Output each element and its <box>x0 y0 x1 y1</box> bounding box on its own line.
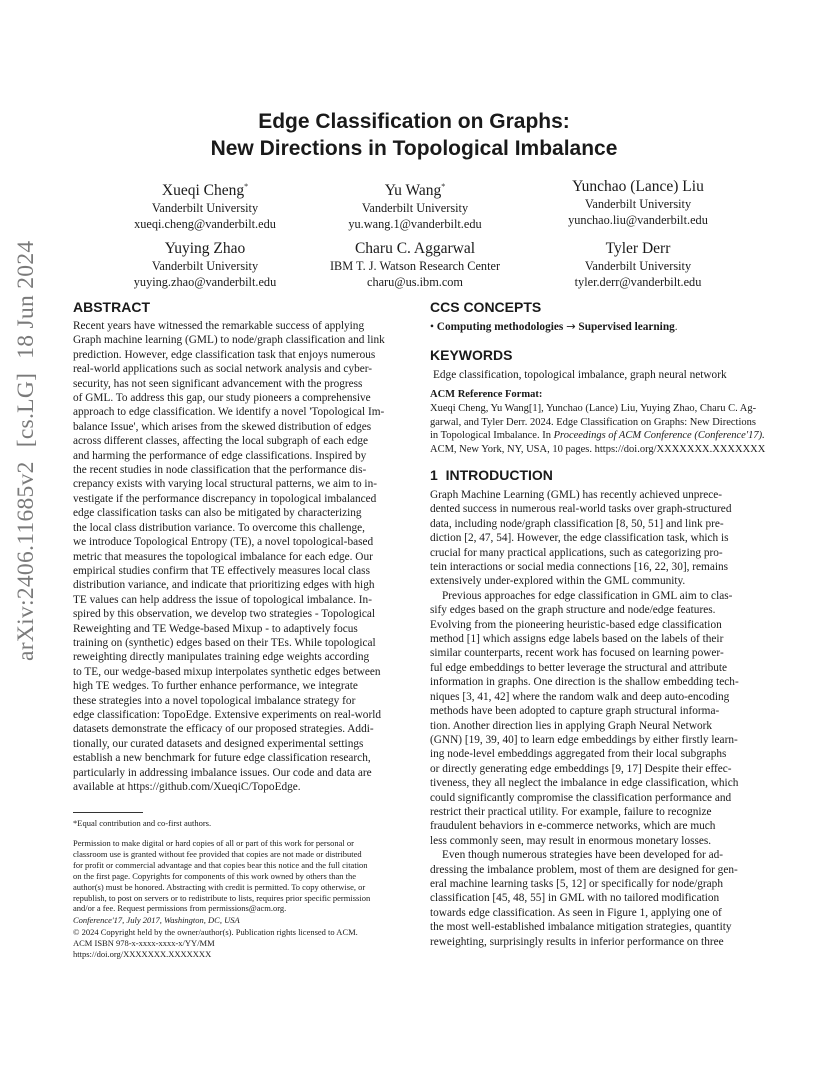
abstract-body <box>73 319 401 794</box>
arxiv-category: [cs.LG] <box>13 372 39 448</box>
permission-line: author(s) must be honored. Abstracting with credit is permitted. To copy otherwise, or <box>73 881 366 892</box>
abstract-line: of GML. To address this gap, our study pioneers a comprehensive <box>73 392 371 405</box>
abstract-line: balance Issue', which arises from the skewed distribution of edges <box>73 420 372 433</box>
introduction-line: (GNN) [19, 39, 40] to learn edge embeddings by either firstly learn- <box>430 733 738 746</box>
abstract-line: metric that measures the topological imbalance for each edge. Our <box>73 550 373 563</box>
introduction-line: sify edges based on the graph structure and node/edge features. <box>430 604 716 617</box>
permission-line: republish, to post on servers or to redistribute to lists, requires prior specific permission <box>73 892 371 903</box>
abstract-line: real-world applications such as social network analysis and cyber- <box>73 363 373 376</box>
acm-ref-line: Xueqi Cheng, Yu Wang[1], Yunchao (Lance) Liu, Yuying Zhao, Charu C. Ag- <box>430 403 757 414</box>
author-email[interactable]: yu.wang.1@vanderbilt.edu <box>348 217 482 232</box>
author-block <box>300 177 530 232</box>
title-line-1: Edge Classification on Graphs: <box>258 110 570 133</box>
abstract-line: edge classification: TopoEdge. Extensive experiments on real-world <box>73 708 381 721</box>
abstract-line: edge classification tasks can also be mitigated by characterizing <box>73 507 362 520</box>
copyright: © 2024 Copyright held by the owner/author(s). Publication rights licensed to ACM. <box>73 927 358 937</box>
author-affiliation: Vanderbilt University <box>584 259 692 273</box>
introduction-line: method [1] which assigns edge labels based on the labels of their <box>430 633 724 646</box>
introduction-heading <box>430 466 758 484</box>
arxiv-stamp <box>13 231 45 661</box>
ccs-sub-concept: Supervised learning <box>578 321 675 333</box>
acm-ref-venue: Proceedings of ACM Conference (Conference'17). <box>553 430 765 441</box>
keywords-heading: KEYWORDS <box>430 347 513 363</box>
paper-title <box>0 108 828 162</box>
abstract-line: the local class distribution variance. To overcome this challenge, <box>73 521 365 534</box>
author-email[interactable]: xueqi.cheng@vanderbilt.edu <box>134 217 276 232</box>
introduction-line: methods have been adopted to capture graph structural informa- <box>430 705 720 718</box>
introduction-line: ing node-level embeddings aggregated from their local subgraphs <box>430 748 727 761</box>
introduction-line: tion. Another direction lies in applying Graph Neural Network <box>430 719 713 732</box>
abstract-line: to TE, our wedge-based mixup interpolates synthetic edges between <box>73 665 381 678</box>
abstract-line: datasets demonstrate the efficacy of our proposed strategies. Addi- <box>73 723 374 736</box>
arxiv-id[interactable]: arXiv:2406.11685v2 <box>13 461 39 661</box>
permission-line: on the first page. Copyrights for components of this work owned by others than the <box>73 870 357 881</box>
introduction-line: crucial for many practical applications, such as categorizing pro- <box>430 546 723 559</box>
introduction-line: Evolving from the pioneering heuristic-based edge classification <box>430 618 722 631</box>
abstract-line: crepancy exists with varying local structural patterns, we aim to in- <box>73 478 377 491</box>
introduction-line: eral machine learning tasks [5, 12] or specifically for node/graph <box>430 877 723 890</box>
permission-line: Permission to make digital or hard copies of all or part of this work for personal or <box>73 838 354 848</box>
abstract-line: and harming the performance of edge classifications. Inspired by <box>73 449 367 462</box>
abstract-line: TE values can help address the issue of topological imbalance. In- <box>73 593 372 606</box>
introduction-line: reweighting, surprisingly results in inferior performance on three <box>430 935 724 948</box>
introduction-line: tein interactions or social media connections [16, 22, 30], remains <box>430 561 729 574</box>
permission-notice <box>73 838 401 914</box>
author-block <box>523 239 753 290</box>
abstract-line: security, has not seen significant advancement with the progress <box>73 377 363 390</box>
introduction-line: extensively under-explored within the GML community. <box>430 575 686 588</box>
acm-ref-line: garwal, and Tyler Derr. 2024. Edge Classification on Graphs: New Directions <box>430 416 756 428</box>
equal-contribution-mark: * <box>441 182 446 191</box>
permission-line: classroom use is granted without fee provided that copies are not made or distributed <box>73 848 362 859</box>
introduction-line: towards edge classification. As seen in Figure 1, applying one of <box>430 906 722 919</box>
keywords-text: Edge classification, topological imbalance, graph neural network <box>433 369 727 381</box>
ccs-concepts <box>430 320 758 334</box>
abstract-line: training on (synthetic) edges based on their TEs. While topological <box>73 636 376 649</box>
introduction-line: Previous approaches for edge classification in GML aim to clas- <box>442 589 733 602</box>
abstract-line: across different classes, affecting the local subgraph of each edge <box>73 435 369 448</box>
equal-contribution-mark: * <box>244 182 249 191</box>
abstract-line: spired by this observation, we develop two strategies - Topological <box>73 608 376 621</box>
introduction-line: diction [2, 47, 54]. However, the edge classification task, which is <box>430 532 729 545</box>
introduction-line: data, including node/graph classification [8, 50, 51] and link pre- <box>430 517 724 530</box>
abstract-line: prediction. However, edge classification task that enjoys numerous <box>73 348 376 361</box>
author-email[interactable]: tyler.derr@vanderbilt.edu <box>574 275 702 289</box>
introduction-line: fraudulent behaviors in e-commerce networks, which are much <box>430 820 716 833</box>
abstract-line: available at https://github.com/XueqiC/TopoEdge. <box>73 781 301 793</box>
abstract-heading: ABSTRACT <box>73 299 150 315</box>
author-affiliation: Vanderbilt University <box>151 259 259 273</box>
abstract-line: vestigate if the performance discrepancy in topological imbalanced <box>73 492 377 505</box>
footnote-rule <box>73 812 143 813</box>
author-block <box>523 177 753 228</box>
abstract-line: high TE wedges. To further enhance performance, we integrate <box>73 680 358 693</box>
introduction-line: less commonly seen, may result in enormous monetary losses. <box>430 834 712 847</box>
bullet: • <box>430 321 434 333</box>
author-email[interactable]: yunchao.liu@vanderbilt.edu <box>568 213 708 227</box>
abstract-line: we introduce Topological Entropy (TE), a novel topological-based <box>73 536 374 549</box>
author-block <box>90 239 320 290</box>
introduction-line: dented success in numerous real-world tasks over graph-structured <box>430 503 732 516</box>
introduction-line: dressing the imbalance problem, most of them are designed for gen- <box>430 863 738 876</box>
abstract-line: distribution variance, and indicate that prioritizing edges with high <box>73 579 375 592</box>
introduction-line: tiveness, they all neglect the imbalance in edge classification, which <box>430 777 739 790</box>
author-block <box>300 239 530 290</box>
section-title: INTRODUCTION <box>445 467 553 483</box>
introduction-line: restrict their practical utility. For example, failure to recognize <box>430 805 712 818</box>
section-number: 1 <box>430 467 438 483</box>
introduction-line: information in graphs. One direction is the shallow embedding tech- <box>430 676 739 689</box>
introduction-line: similar counterparts, recent work has focused on learning power- <box>430 647 724 660</box>
period: . <box>674 321 678 333</box>
acm-ref-body <box>430 402 766 456</box>
author-affiliation: Vanderbilt University <box>361 201 469 216</box>
abstract-line: approach to edge classification. We identify a novel 'Topological Im- <box>73 406 385 419</box>
abstract-line: tionally, our curated datasets and designed experimental settings <box>73 737 364 750</box>
abstract-line: empirical studies confirm that TE effectively measures local class <box>73 564 370 577</box>
author-affiliation: Vanderbilt University <box>151 201 259 216</box>
acm-ref-text: in Topological Imbalance. In <box>430 430 554 441</box>
introduction-line: ful edge embeddings to better leverage the structural and attribute <box>430 661 728 674</box>
introduction-line: Graph Machine Learning (GML) has recently achieved unprece- <box>430 489 723 501</box>
isbn: ACM ISBN 978-x-xxxx-xxxx-x/YY/MM <box>73 938 215 948</box>
acm-ref-heading: ACM Reference Format: <box>430 389 543 400</box>
author-email[interactable]: yuying.zhao@vanderbilt.edu <box>133 275 277 289</box>
acm-ref-line: ACM, New York, NY, USA, 10 pages. https://doi.org/XXXXXXX.XXXXXXX <box>430 443 766 455</box>
author-name: Yu Wang <box>384 182 442 200</box>
author-block <box>90 177 320 232</box>
acm-ref-line <box>430 429 765 443</box>
introduction-line: could significantly compromise the classification performance and <box>430 791 732 804</box>
permission-line: and/or a fee. Request permissions from permissions@acm.org. <box>73 903 287 914</box>
author-email[interactable]: charu@us.ibm.com <box>366 275 463 289</box>
abstract-line: Reweighting and TE Wedge-based Mixup - to adaptively focus <box>73 622 358 635</box>
introduction-body <box>430 488 758 949</box>
author-affiliation: Vanderbilt University <box>584 197 692 211</box>
abstract-line: Graph machine learning (GML) to node/graph classification and link <box>73 334 385 347</box>
abstract-line: Recent years have witnessed the remarkable success of applying <box>73 320 365 332</box>
abstract-line: the recent studies in node classification that the performance dis- <box>73 464 367 477</box>
abstract-line: particularly in addressing imbalance issues. Our code and data are <box>73 766 372 779</box>
arrow-icon: → <box>566 320 576 333</box>
doi-link[interactable]: https://doi.org/XXXXXXX.XXXXXXX <box>73 949 212 959</box>
author-name: Xueqi Cheng <box>161 182 245 200</box>
abstract-line: reweighting directly manipulates training edge weights according <box>73 651 370 664</box>
ccs-concept: Computing methodologies <box>436 321 564 333</box>
conference-info: Conference'17, July 2017, Washington, DC, USA <box>73 915 240 925</box>
title-line-2: New Directions in Topological Imbalance <box>210 137 618 160</box>
abstract-line: these strategies into a novel topological imbalance strategy for <box>73 694 356 707</box>
author-name: Charu C. Aggarwal <box>354 240 476 257</box>
author-affiliation: IBM T. J. Watson Research Center <box>329 259 501 273</box>
arxiv-date: 18 Jun 2024 <box>13 240 39 359</box>
permission-line: for profit or commercial advantage and that copies bear this notice and the full citation <box>73 859 368 870</box>
introduction-line: or directly generating edge embeddings [9, 17] Despite their effec- <box>430 762 732 775</box>
introduction-line: Even though numerous strategies have been developed for ad- <box>442 849 724 862</box>
author-name: Yunchao (Lance) Liu <box>572 178 704 195</box>
ccs-heading: CCS CONCEPTS <box>430 299 542 315</box>
introduction-line: the most well-established imbalance mitigation strategies, quantity <box>430 921 732 934</box>
abstract-line: establish a new benchmark for future edge classification research, <box>73 752 371 765</box>
introduction-line: classification [45, 48, 55] in GML with no tailored modification <box>430 892 720 905</box>
introduction-line: niques [3, 41, 42] where the random walk and deep auto-encoding <box>430 690 730 703</box>
author-name: Tyler Derr <box>605 240 671 257</box>
author-name: Yuying Zhao <box>164 240 246 257</box>
footnote: *Equal contribution and co-first authors. <box>73 818 212 828</box>
